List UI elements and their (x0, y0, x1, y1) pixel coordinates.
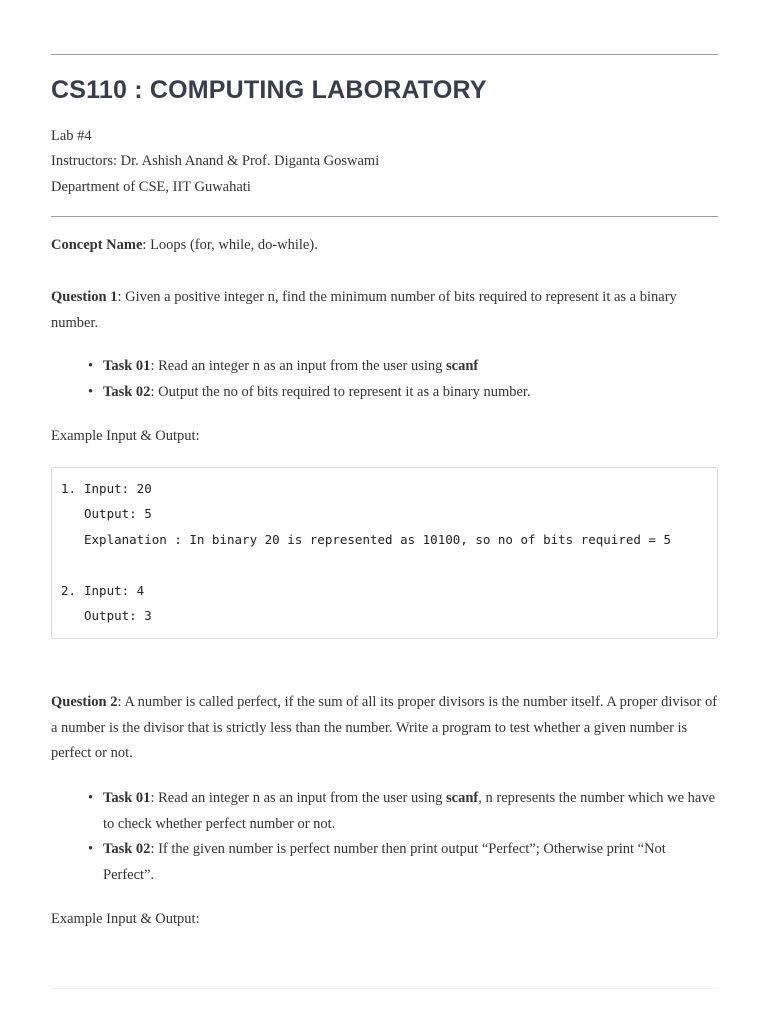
header-divider (51, 216, 718, 217)
question-1-paragraph (51, 285, 718, 336)
question-2-label: Question 2 (51, 694, 118, 710)
question-2-paragraph (51, 690, 718, 767)
task-keyword: scanf (446, 790, 479, 806)
lab-number: Lab #4 (51, 128, 92, 144)
department-line: Department of CSE, IIT Guwahati (51, 179, 251, 195)
question-2-task-list (51, 786, 718, 888)
list-item (51, 380, 718, 406)
task-text-tail: , n represents the number which we have to check whether perfect number or not. (103, 790, 716, 832)
question-1-text: : Given a positive integer n, find the minimum number of bits required to represent it as a binary number. (51, 289, 677, 331)
task-label: Task 02 (103, 841, 151, 857)
code-text: Input: 20 (84, 481, 152, 496)
task-text: : If the given number is perfect number then print output “Perfect”; Otherwise print “Not Perfect”. (103, 841, 666, 883)
bullet-icon: • (88, 841, 94, 857)
page-bottom-divider (51, 988, 718, 989)
code-line (61, 481, 152, 496)
example-heading-2: Example Input & Output: (51, 911, 200, 927)
task-text: : Read an integer n as an input from the user using (150, 790, 447, 806)
code-line (61, 608, 152, 623)
task-text: : Output the no of bits required to represent it as a binary number. (150, 383, 531, 400)
bullet-icon: • (88, 383, 94, 400)
code-text: Output: 3 (84, 608, 152, 623)
bullet-icon: • (88, 358, 94, 374)
list-item (51, 837, 718, 888)
concept-text: : Loops (for, while, do-while). (142, 237, 318, 253)
list-item (51, 354, 718, 380)
bullet-icon: • (88, 790, 94, 806)
question-2-text: : A number is called perfect, if the sum of all its proper divisors is the number itself. A proper divisor of a number is the divisor that is strictly less than the number. Write a program to test whether a given number is perfect or not. (51, 694, 718, 761)
top-divider (51, 54, 718, 55)
code-line-number: 2. (61, 583, 77, 598)
code-text: Explanation : In binary 20 is represented as 10100, so no of bits required = 5 (84, 532, 671, 547)
code-line-number: 1. (61, 481, 77, 496)
concept-label: Concept Name (51, 237, 143, 253)
question-1-task-list (51, 354, 718, 405)
task-label: Task 01 (103, 790, 151, 806)
code-text: Output: 5 (84, 506, 152, 521)
task-label: Task 02 (103, 383, 151, 400)
page-title: CS110 : COMPUTING LABORATORY (51, 76, 487, 104)
task-label: Task 01 (103, 358, 151, 374)
task-text: : Read an integer n as an input from the user using (150, 358, 447, 374)
code-line (61, 583, 144, 598)
instructors-line: Instructors: Dr. Ashish Anand & Prof. Diganta Goswami (51, 153, 380, 169)
example-heading-1: Example Input & Output: (51, 428, 200, 444)
code-line (61, 532, 671, 547)
code-line (61, 506, 152, 521)
concept-paragraph (51, 233, 718, 259)
code-block (51, 467, 718, 639)
code-text: Input: 4 (84, 583, 145, 598)
question-1-label: Question 1 (51, 289, 118, 305)
task-keyword: scanf (446, 358, 479, 374)
list-item (51, 786, 718, 837)
